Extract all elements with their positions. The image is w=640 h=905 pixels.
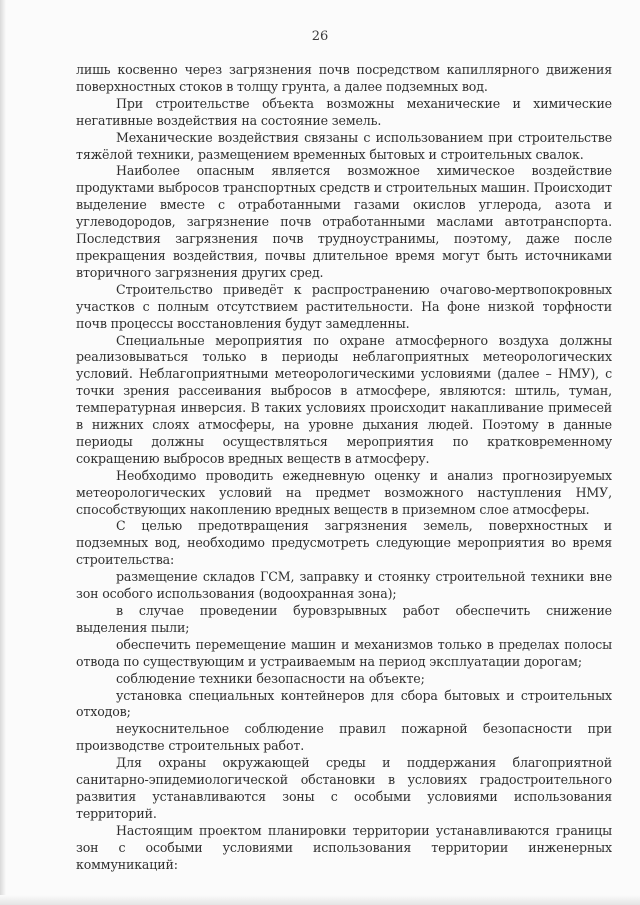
paragraph-6: Специальные мероприятия по охране атмосферного воздуха должны реализовываться только в периоды неблагоприятных метеорологических условий. Неблагоприятными метеорологическими условиями (далее – НМУ), с точки зрения рассеивания выбросов в атмосфере, являются: штиль, туман, температурная инверсия. В таких условиях происходит накапливание примесей в нижних слоях атмосферы, на уровне дыхания людей. Поэтому в данные периоды должны осуществляться мероприятия по кратковременному сокращению выбросов вредных веществ в атмосферу. [76,332,612,466]
paragraph-5: Строительство приведёт к распространению очагово-мертвопокровных участков с полным отсутствием растительности. На фоне низкой торфности почв процессы восстановления будут замедленны. [76,281,612,331]
paragraph-9: Для охраны окружающей среды и поддержания благоприятной санитарно-эпидемиологической обстановки в условиях градостроительного развития устанавливаются зоны с особыми условиями использования территорий. [76,755,612,821]
paragraph-1: лишь косвенно через загрязнения почв посредством капиллярного движения поверхностных стоков в толщу грунта, а далее подземных вод. [76,62,612,94]
paragraph-10: Настоящим проектом планировки территории устанавливаются границы зон с особыми условиями использования территории инженерных коммуникаций: [76,822,612,872]
list-item-3: обеспечить перемещение машин и механизмов только в пределах полосы отвода по существующим и устраиваемым на период эксплуатации дорогам; [76,636,612,669]
list-item-6: неукоснительное соблюдение правил пожарной безопасности при производстве строительных работ. [76,721,612,754]
list-item-1: размещение складов ГСМ, заправку и стоянку строительной техники вне зон особого использования (водоохранная зона); [76,569,612,602]
paragraph-2: При строительстве объекта возможны механические и химические негативные воздействия на состояние земель. [76,95,612,128]
document-body [76,62,612,874]
paragraph-3: Механические воздействия связаны с использованием при строительстве тяжёлой техники, размещением временных бытовых и строительных свалок. [76,129,612,162]
page-bottom-shadow [0,895,640,905]
paragraph-4: Наиболее опасным является возможное химическое воздействие продуктами выбросов транспортных средств и строительных машин. Происходит выделение вместе с отработанными газами окислов углерода, азота и углеводородов, загрязнение почв отработанными маслами автотранспорта. Последствия загрязнения почв трудноустранимы, поэтому, даже после прекращения воздействия, почвы длительное время могут быть источниками вторичного загрязнения других сред. [76,163,612,280]
page-number: 26 [311,29,329,44]
list-item-2: в случае проведении буровзрывных работ обеспечить снижение выделения пыли; [76,603,612,635]
list-item-4: соблюдение техники безопасности на объекте; [116,670,425,686]
paragraph-8: С целью предотвращения загрязнения земель, поверхностных и подземных вод, необходимо предусмотреть следующие мероприятия во время строительства: [76,518,612,568]
page-edge-shadow [0,0,6,905]
list-item-5: установка специальных контейнеров для сбора бытовых и строительных отходов; [76,687,612,720]
paragraph-7: Необходимо проводить ежедневную оценку и анализ прогнозируемых метеорологических условий на предмет возможного наступления НМУ, способствующих накоплению вредных веществ в приземном слое атмосферы. [76,467,612,517]
